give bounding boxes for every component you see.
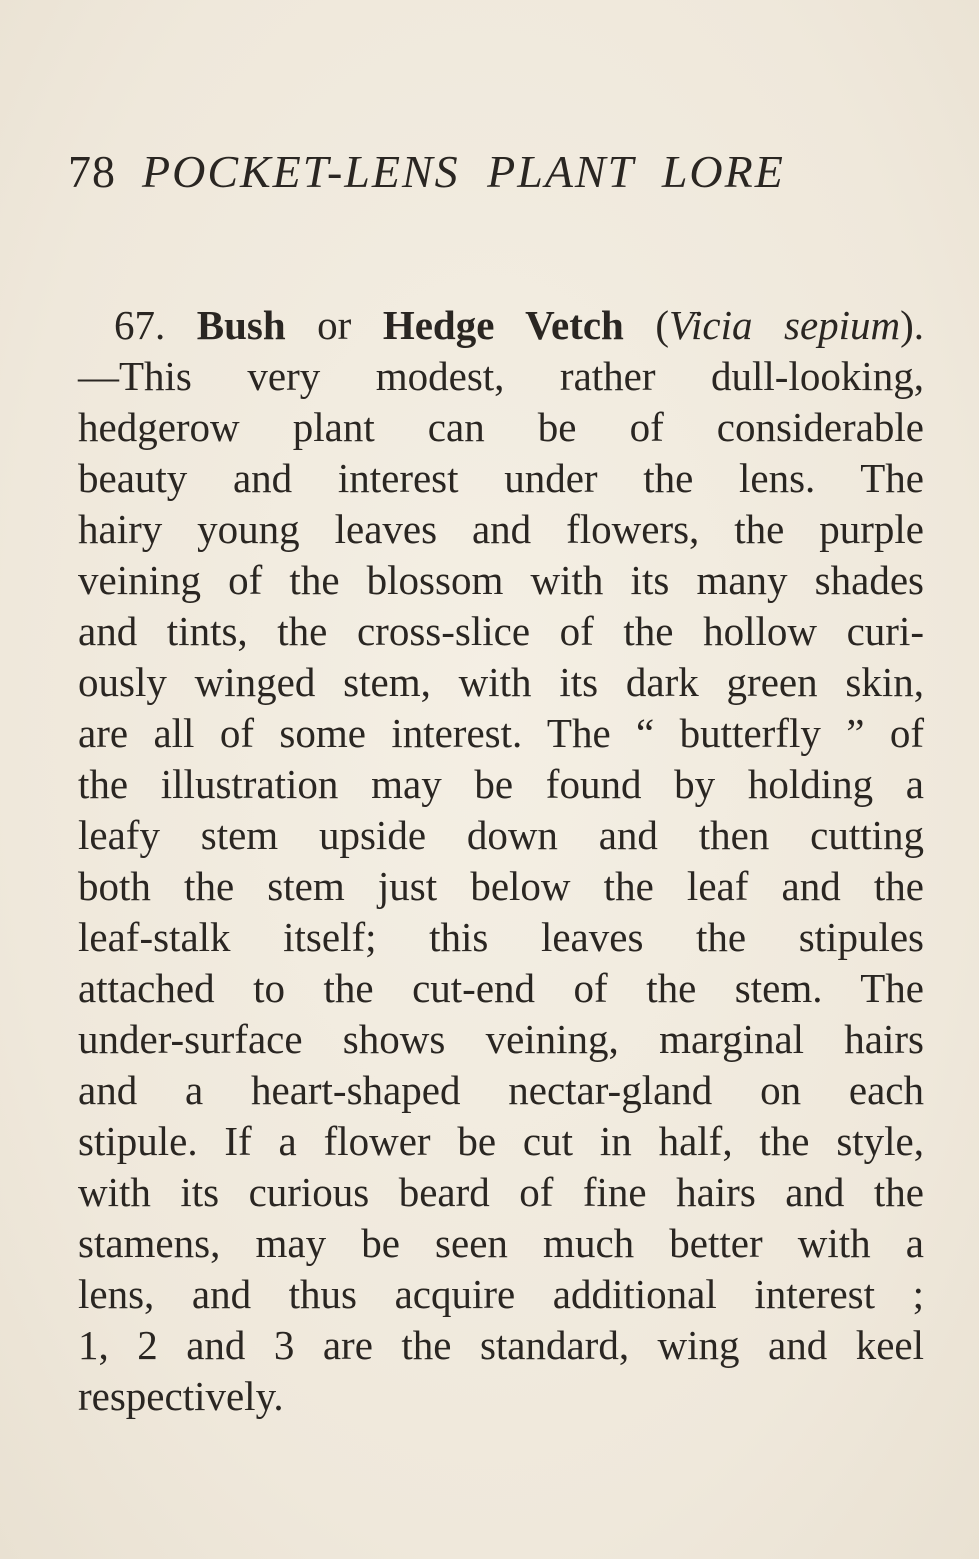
text-line: 1, 2 and 3 are the standard, wing and keel [78,1322,924,1368]
text-line: and a heart-shaped nectar-gland on each [78,1067,924,1113]
entry-text [78,300,924,1422]
text-line: the illustration may be found by holding a [78,761,924,807]
text-line: —This very modest, rather dull-looking, [78,353,924,399]
text-line: ously winged stem, with its dark green skin, [78,659,924,705]
text-line: hairy young leaves and flowers, the purple [78,506,924,552]
entry-number: 67. [114,302,166,348]
latin-close: ). [900,302,925,348]
text-line: leafy stem upside down and then cutting [78,812,924,858]
entry-connector: or [317,302,352,348]
text-line: stamens, may be seen much better with a [78,1220,924,1266]
text-line: attached to the cut-end of the stem. The [78,965,924,1011]
latin-open: ( [655,302,670,348]
text-line: and tints, the cross-slice of the hollow curi- [78,608,924,654]
entry-heading-line [78,300,924,351]
running-head [68,142,785,202]
text-line: are all of some interest. The “ butterfly ” of [78,710,924,756]
text-line: hedgerow plant can be of considerable [78,404,924,450]
text-line: with its curious beard of fine hairs and the [78,1169,924,1215]
text-line: leaf-stalk itself; this leaves the stipules [78,914,924,960]
text-line: lens, and thus acquire additional interest ; [78,1271,924,1317]
entry-name-part1: Bush [196,302,286,348]
text-line: both the stem just below the leaf and the [78,863,924,909]
page-number: 78 [68,146,116,197]
text-line: stipule. If a flower be cut in half, the style, [78,1118,924,1164]
text-line: under-surface shows veining, marginal hairs [78,1016,924,1062]
text-line: veining of the blossom with its many shades [78,557,924,603]
latin-name: Vicia sepium [669,302,901,348]
entry-name-part2: Hedge Vetch [382,302,624,348]
text-line: respectively. [78,1373,284,1419]
text-line: beauty and interest under the lens. The [78,455,924,501]
running-title: POCKET-LENS PLANT LORE [142,146,785,197]
